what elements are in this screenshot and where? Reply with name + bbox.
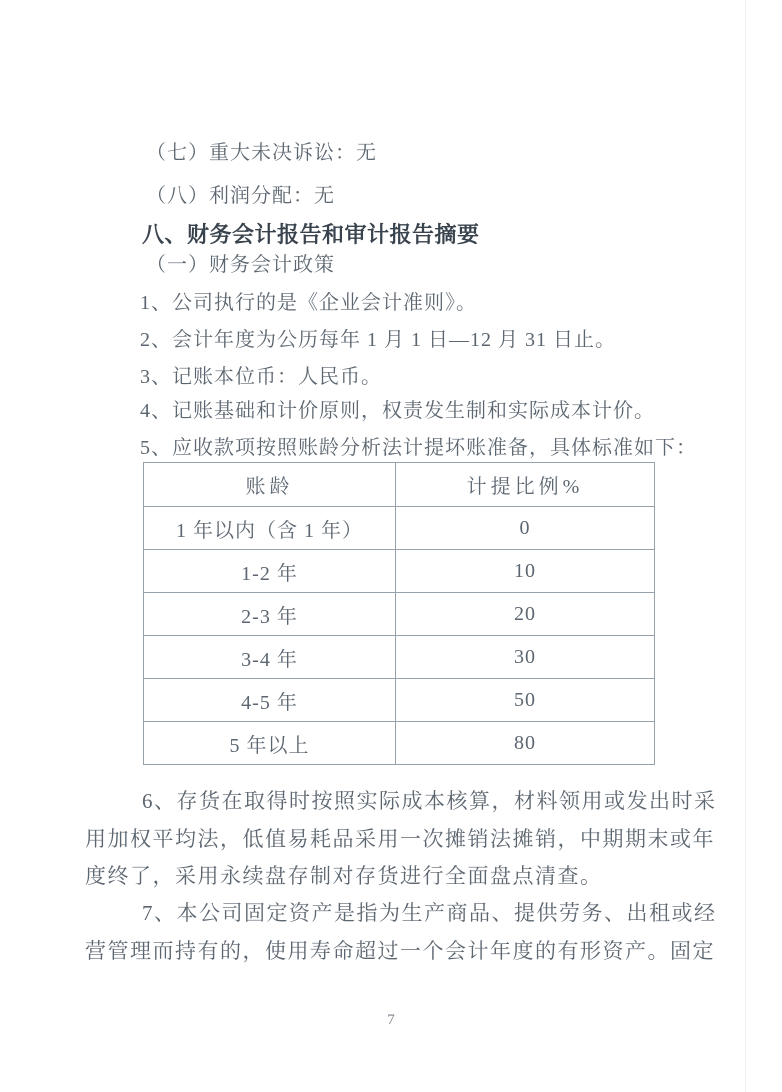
para-profit-distribution: （八）利润分配：无 xyxy=(146,185,335,207)
subsection-heading-accounting-policy: （一）财务会计政策 xyxy=(146,254,335,276)
table-cell-age: 2-3 年 xyxy=(144,593,396,636)
para-line: 度终了，采用永续盘存制对存货进行全面盘点清查。 xyxy=(85,864,603,888)
table-cell-ratio: 50 xyxy=(396,679,655,722)
table-header-ratio: 计提比例% xyxy=(396,463,655,507)
page-number: 7 xyxy=(387,1012,395,1028)
policy-item-5: 5、应收款项按照账龄分析法计提坏账准备，具体标准如下： xyxy=(140,437,697,459)
table-cell-ratio: 80 xyxy=(396,722,655,765)
table-cell-age: 1 年以内（含 1 年） xyxy=(144,507,396,550)
table-row xyxy=(144,679,655,722)
table-cell-age: 5 年以上 xyxy=(144,722,396,765)
table-cell-ratio: 10 xyxy=(396,550,655,593)
para-line: 6、存货在取得时按照实际成本核算，材料领用或发出时采 xyxy=(142,789,717,813)
para-inventory-policy xyxy=(85,783,725,896)
table-cell-ratio: 0 xyxy=(396,507,655,550)
para-line: 用加权平均法，低值易耗品采用一次摊销法摊销，中期期末或年 xyxy=(85,826,715,851)
table-row xyxy=(144,593,655,636)
policy-item-1: 1、公司执行的是《企业会计准则》。 xyxy=(140,292,477,314)
table-row xyxy=(144,636,655,679)
table-row xyxy=(144,507,655,550)
table-cell-age: 3-4 年 xyxy=(144,636,396,679)
scan-edge-line xyxy=(745,0,746,1092)
para-fixed-assets-policy xyxy=(85,895,725,970)
table-header-age: 账龄 xyxy=(144,463,396,507)
aging-provision-table xyxy=(143,462,655,765)
table-row xyxy=(144,722,655,765)
para-line: 7、本公司固定资产是指为生产商品、提供劳务、出租或经 xyxy=(142,901,717,925)
policy-item-2: 2、会计年度为公历每年 1 月 1 日—12 月 31 日止。 xyxy=(140,329,616,351)
para-pending-litigation: （七）重大未决诉讼：无 xyxy=(146,142,377,164)
table-cell-ratio: 20 xyxy=(396,593,655,636)
section-heading-financial-report: 八、财务会计报告和审计报告摘要 xyxy=(142,222,480,247)
table-header-row xyxy=(144,463,655,507)
policy-item-3: 3、记账本位币：人民币。 xyxy=(140,366,382,388)
table-row xyxy=(144,550,655,593)
table-cell-ratio: 30 xyxy=(396,636,655,679)
table-cell-age: 4-5 年 xyxy=(144,679,396,722)
policy-item-4: 4、记账基础和计价原则，权责发生制和实际成本计价。 xyxy=(140,400,655,422)
table-cell-age: 1-2 年 xyxy=(144,550,396,593)
para-line: 营管理而持有的，使用寿命超过一个会计年度的有形资产。固定 xyxy=(85,938,715,963)
